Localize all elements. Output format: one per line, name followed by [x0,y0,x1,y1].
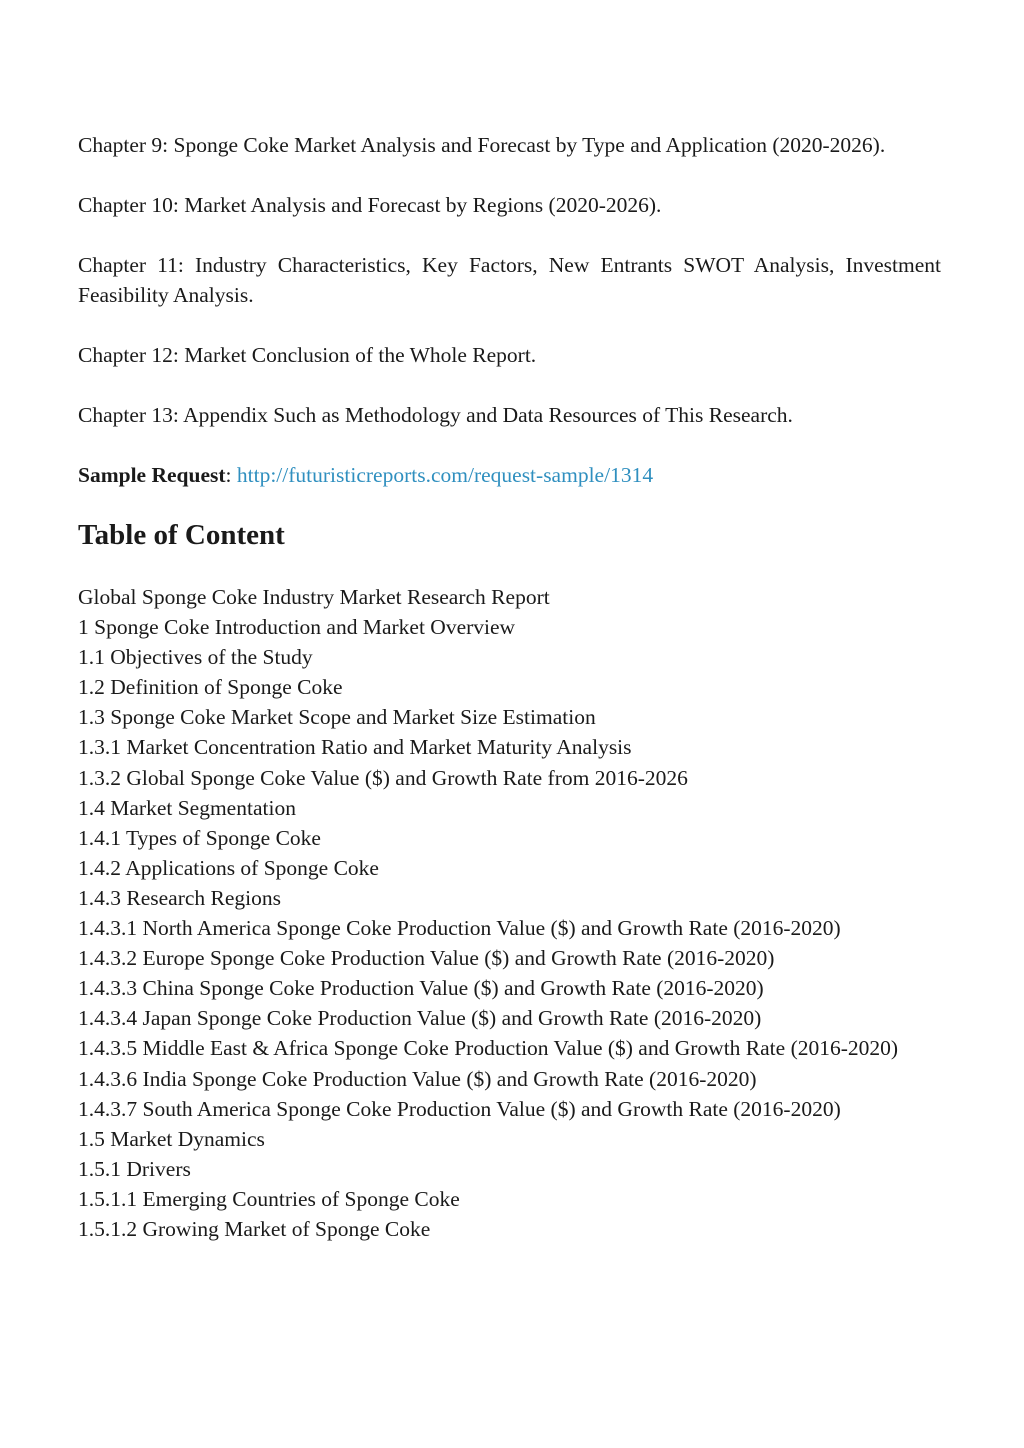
toc-item: 1.4.3.1 North America Sponge Coke Production Value ($) and Growth Rate (2016-2020) [78,916,841,941]
toc-item: 1.4.1 Types of Sponge Coke [78,825,321,850]
toc-item: 1.5.1.1 Emerging Countries of Sponge Coke [78,1186,460,1211]
sample-request-separator: : [225,463,232,487]
toc-item: 1.1 Objectives of the Study [78,645,313,670]
toc-item: 1.5.1 Drivers [78,1156,191,1181]
toc-item: Global Sponge Coke Industry Market Research Report [78,585,550,609]
toc-item: 1.4.3.6 India Sponge Coke Production Value ($) and Growth Rate (2016-2020) [78,1066,757,1091]
toc-item: 1.4 Market Segmentation [78,795,296,820]
toc-item: 1.4.2 Applications of Sponge Coke [78,855,379,880]
toc-item: 1.4.3.4 Japan Sponge Coke Production Value ($) and Growth Rate (2016-2020) [78,1006,762,1031]
chapter-13-paragraph: Chapter 13: Appendix Such as Methodology and Data Resources of This Research. [78,403,793,427]
toc-heading: Table of Content [78,519,285,551]
toc-item: 1.4.3.3 China Sponge Coke Production Value ($) and Growth Rate (2016-2020) [78,976,764,1001]
toc-list [78,582,941,1244]
toc-item: 1 Sponge Coke Introduction and Market Overview [78,615,516,640]
toc-item: 1.4.3.2 Europe Sponge Coke Production Value ($) and Growth Rate (2016-2020) [78,946,775,971]
toc-item: 1.3 Sponge Coke Market Scope and Market Size Estimation [78,705,596,730]
toc-item: 1.5 Market Dynamics [78,1126,265,1151]
toc-item: 1.4.3.5 Middle East & Africa Sponge Coke Production Value ($) and Growth Rate (2016-2020) [78,1036,899,1061]
toc-item: 1.3.1 Market Concentration Ratio and Market Maturity Analysis [78,735,632,760]
toc-item: 1.4.3 Research Regions [78,885,282,910]
sample-request-line [78,460,941,490]
toc-item: 1.2 Definition of Sponge Coke [78,675,343,700]
document-page [78,130,941,1244]
toc-item: 1.5.1.2 Growing Market of Sponge Coke [78,1216,431,1241]
toc-item: 1.4.3.7 South America Sponge Coke Production Value ($) and Growth Rate (2016-2020) [78,1096,841,1121]
chapter-10-paragraph: Chapter 10: Market Analysis and Forecast by Regions (2020-2026). [78,193,662,217]
chapter-9-paragraph: Chapter 9: Sponge Coke Market Analysis and Forecast by Type and Application (2020-2026). [78,133,886,157]
sample-request-link[interactable]: http://futuristicreports.com/request-sample/1314 [236,463,654,487]
sample-request-label: Sample Request [78,463,226,487]
toc-item: 1.3.2 Global Sponge Coke Value ($) and Growth Rate from 2016-2026 [78,765,688,790]
chapter-12-paragraph: Chapter 12: Market Conclusion of the Whole Report. [78,343,537,367]
chapter-11-paragraph: Chapter 11: Industry Characteristics, Key Factors, New Entrants SWOT Analysis, Investment Feasibility Analysis. [78,253,941,307]
